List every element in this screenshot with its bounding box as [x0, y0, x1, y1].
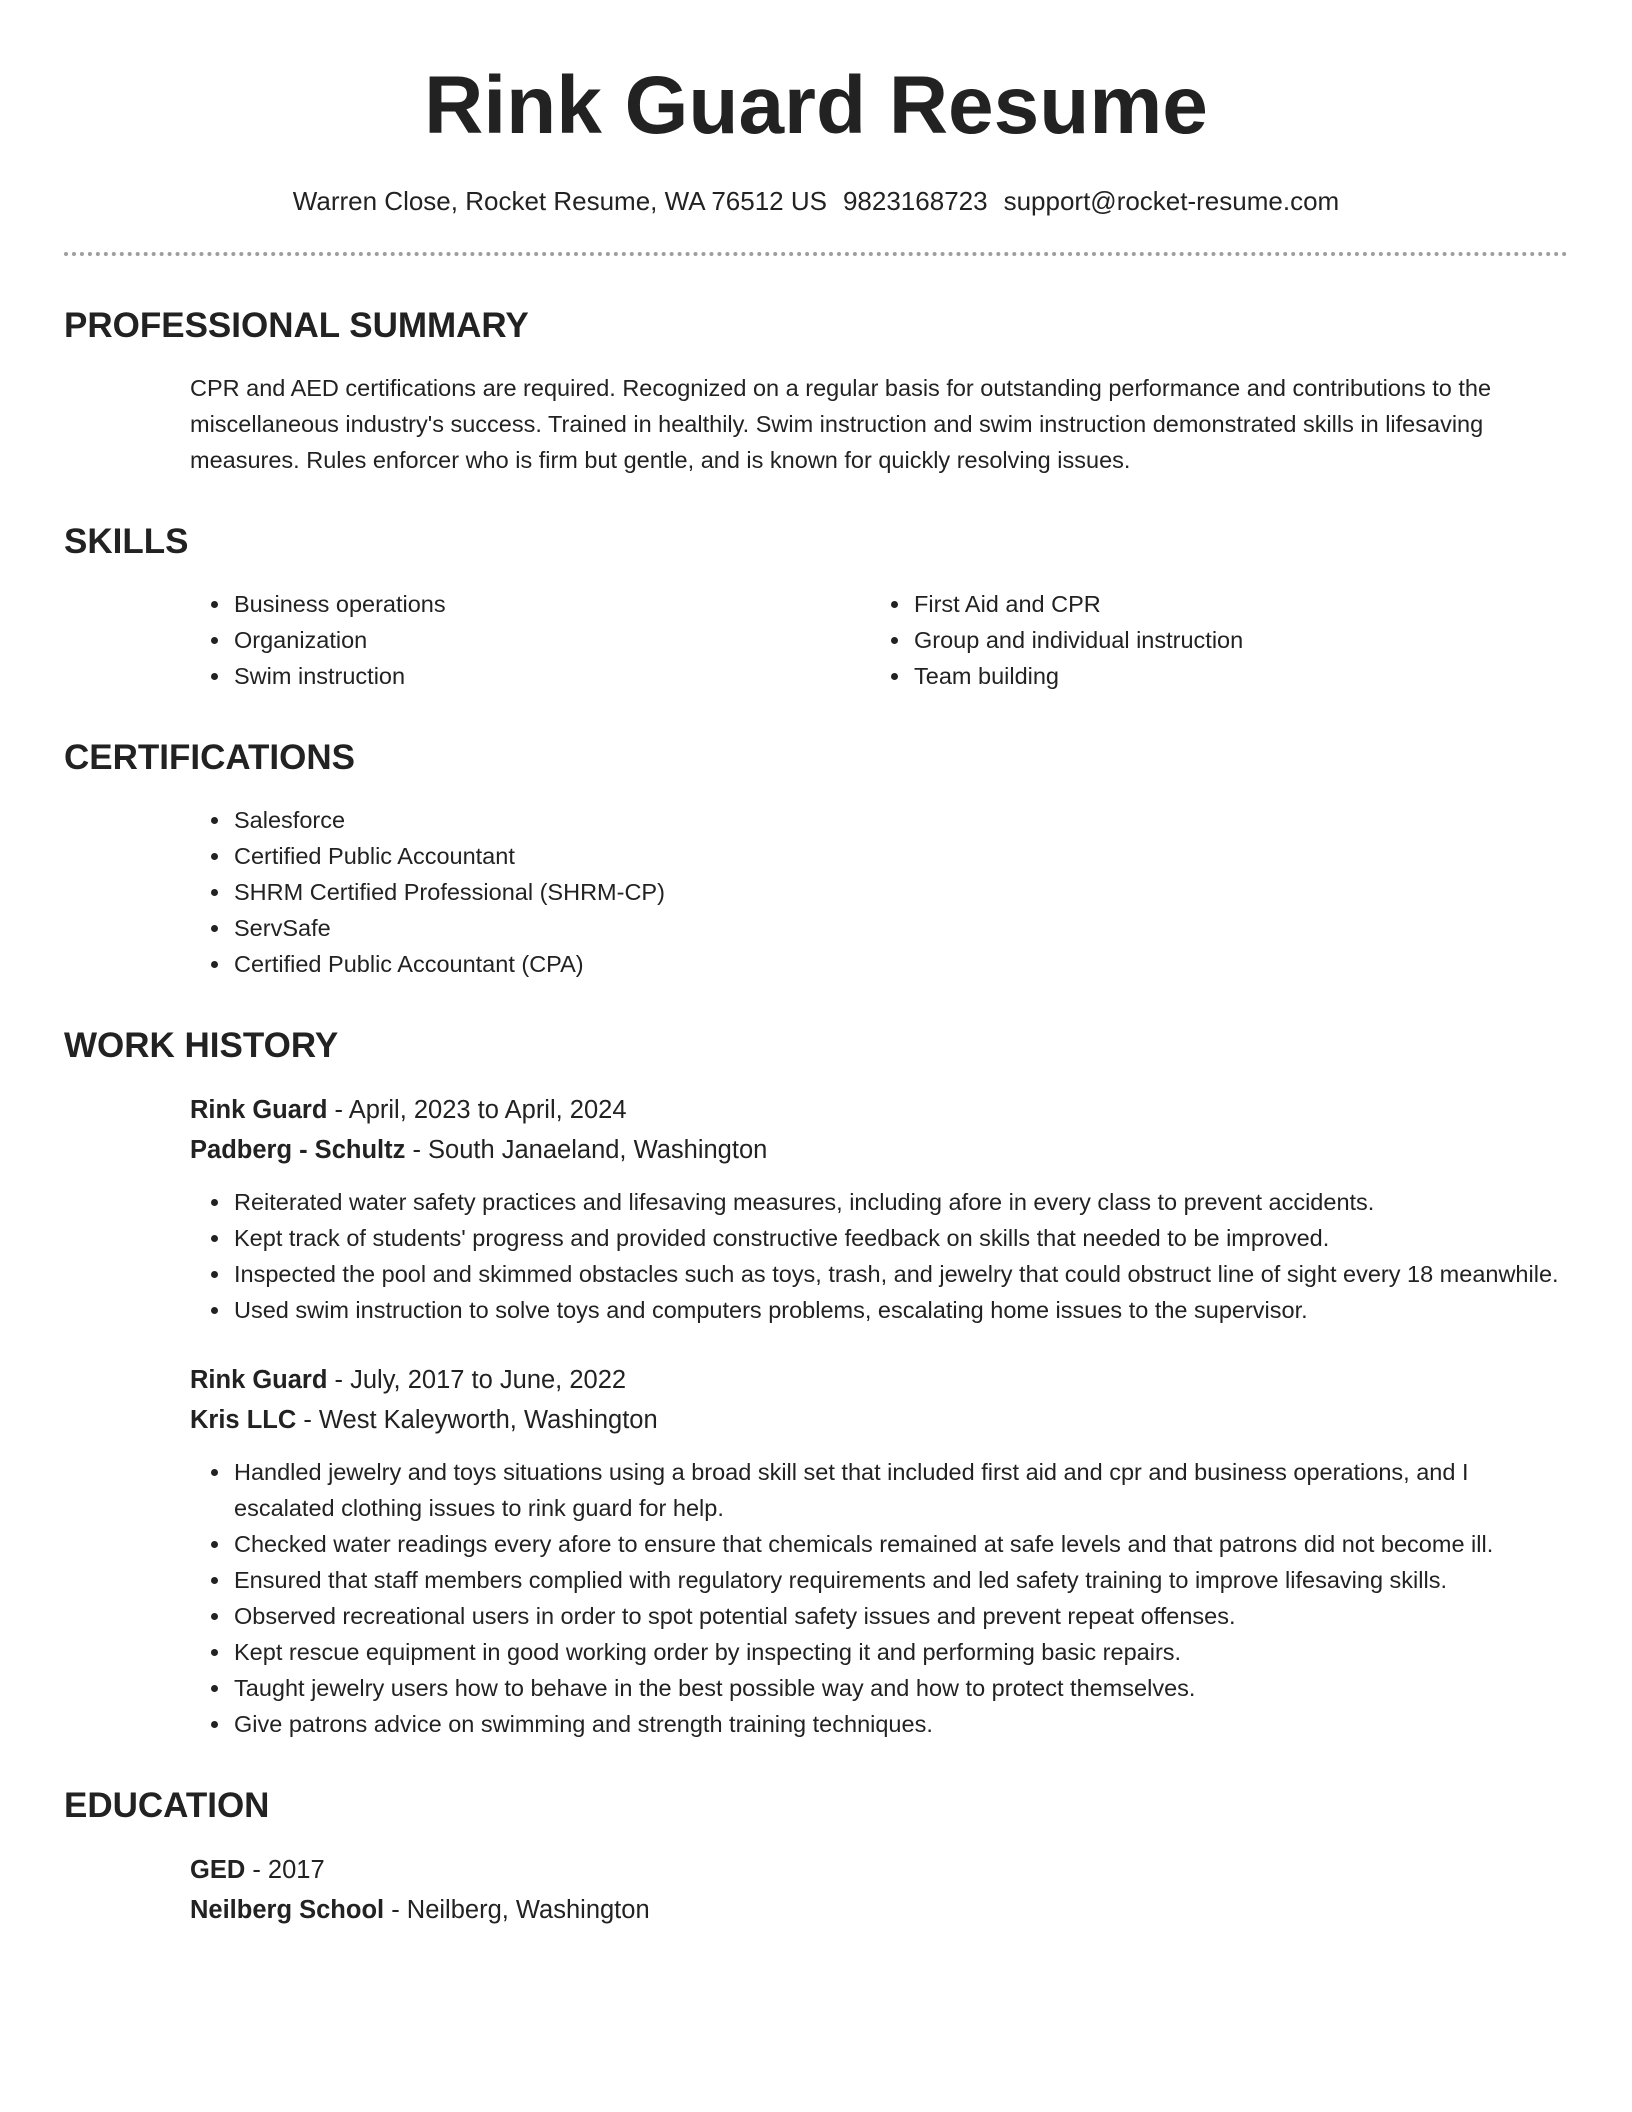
job-role: Rink Guard: [190, 1096, 328, 1124]
job-duty-item: • Reiterated water safety practices and lifesaving measures, including afore in every class to prevent accidents.: [232, 1184, 1568, 1220]
job-entry: [190, 1090, 1568, 1328]
resume-title: Rink Guard Resume: [424, 60, 1208, 151]
certification-item: • ServSafe: [232, 910, 1568, 946]
job-company: Padberg - Schultz: [190, 1136, 406, 1164]
job-duty-item: • Kept track of students' progress and provided constructive feedback on skills that needed to be improved.: [232, 1220, 1568, 1256]
certification-item: • Salesforce: [232, 802, 1568, 838]
skills-section: [64, 520, 1568, 694]
education-entry: [190, 1850, 1568, 1930]
job-duty-item: • Inspected the pool and skimmed obstacles such as toys, trash, and jewelry that could obstruct line of sight every 18 meanwhile.: [232, 1256, 1568, 1292]
certifications-section: [64, 736, 1568, 982]
job-dates: - July, 2017 to June, 2022: [327, 1366, 627, 1394]
header-divider: [64, 252, 1568, 256]
job-location: - West Kaleyworth, Washington: [296, 1406, 658, 1434]
skill-item: • Group and individual instruction: [912, 622, 1550, 658]
certification-item: • Certified Public Accountant: [232, 838, 1568, 874]
job-duty-item: • Kept rescue equipment in good working order by inspecting it and performing basic repairs.: [232, 1634, 1568, 1670]
job-duty-item: • Ensured that staff members complied with regulatory requirements and led safety training to improve lifesaving skills.: [232, 1562, 1568, 1598]
job-duty-item: • Observed recreational users in order to spot potential safety issues and prevent repeat offenses.: [232, 1598, 1568, 1634]
work-history-section: [64, 1024, 1568, 1742]
education-school: Neilberg School: [190, 1896, 385, 1924]
certifications-heading: CERTIFICATIONS: [64, 738, 356, 777]
skill-item: • First Aid and CPR: [912, 586, 1550, 622]
work-history-heading: WORK HISTORY: [64, 1026, 339, 1065]
job-title-line: [190, 1090, 1568, 1130]
job-duty-item: • Taught jewelry users how to behave in the best possible way and how to protect themselves.: [232, 1670, 1568, 1706]
skill-item: • Swim instruction: [232, 658, 870, 694]
job-duties: [190, 1184, 1568, 1328]
job-duty-item: • Used swim instruction to solve toys and computers problems, escalating home issues to the supervisor.: [232, 1292, 1568, 1328]
job-company-line: [190, 1130, 1568, 1170]
job-duty-item: • Checked water readings every afore to ensure that chemicals remained at safe levels and that patrons did not become ill.: [232, 1526, 1568, 1562]
job-location: - South Janaeland, Washington: [405, 1136, 768, 1164]
contact-phone: 9823168723: [842, 186, 988, 216]
education-location: - Neilberg, Washington: [384, 1896, 650, 1924]
job-duty-item: • Handled jewelry and toys situations using a broad skill set that included first aid and cpr and business operations, and I escalated clothing issues to rink guard for help.: [232, 1454, 1568, 1526]
contact-address: Warren Close, Rocket Resume, WA 76512 US: [292, 186, 827, 216]
summary-section: [64, 304, 1568, 478]
skills-heading: SKILLS: [64, 522, 189, 561]
job-entry: [190, 1360, 1568, 1742]
skills-left-column: [190, 586, 870, 694]
education-degree: GED: [190, 1856, 246, 1884]
skill-item: • Organization: [232, 622, 870, 658]
education-degree-line: [190, 1850, 1568, 1890]
education-school-line: [190, 1890, 1568, 1930]
skills-right-column: [870, 586, 1550, 694]
skill-item: • Team building: [912, 658, 1550, 694]
certification-item: • SHRM Certified Professional (SHRM-CP): [232, 874, 1568, 910]
job-duty-item: • Give patrons advice on swimming and strength training techniques.: [232, 1706, 1568, 1742]
job-company: Kris LLC: [190, 1406, 297, 1434]
job-dates: - April, 2023 to April, 2024: [327, 1096, 627, 1124]
job-title-line: [190, 1360, 1568, 1400]
contact-email: support@rocket-resume.com: [1003, 186, 1340, 216]
skill-item: • Business operations: [232, 586, 870, 622]
education-year: - 2017: [245, 1856, 325, 1884]
education-heading: EDUCATION: [64, 1786, 270, 1825]
certifications-list: [190, 802, 1568, 982]
contact-line: [64, 184, 1568, 218]
job-duties: [190, 1454, 1568, 1742]
education-section: [64, 1784, 1568, 1930]
certification-item: • Certified Public Accountant (CPA): [232, 946, 1568, 982]
job-role: Rink Guard: [190, 1366, 328, 1394]
job-company-line: [190, 1400, 1568, 1440]
summary-heading: PROFESSIONAL SUMMARY: [64, 306, 529, 345]
summary-text: CPR and AED certifications are required. Recognized on a regular basis for outstanding performance and contributions to the miscellaneous industry's success. Trained in healthily. Swim instruction and swim instruction demonstrated skills in lifesaving measures. Rules enforcer who is firm but gentle, and is known for quickly resolving issues.: [190, 375, 1492, 473]
skills-columns: [190, 586, 1568, 694]
